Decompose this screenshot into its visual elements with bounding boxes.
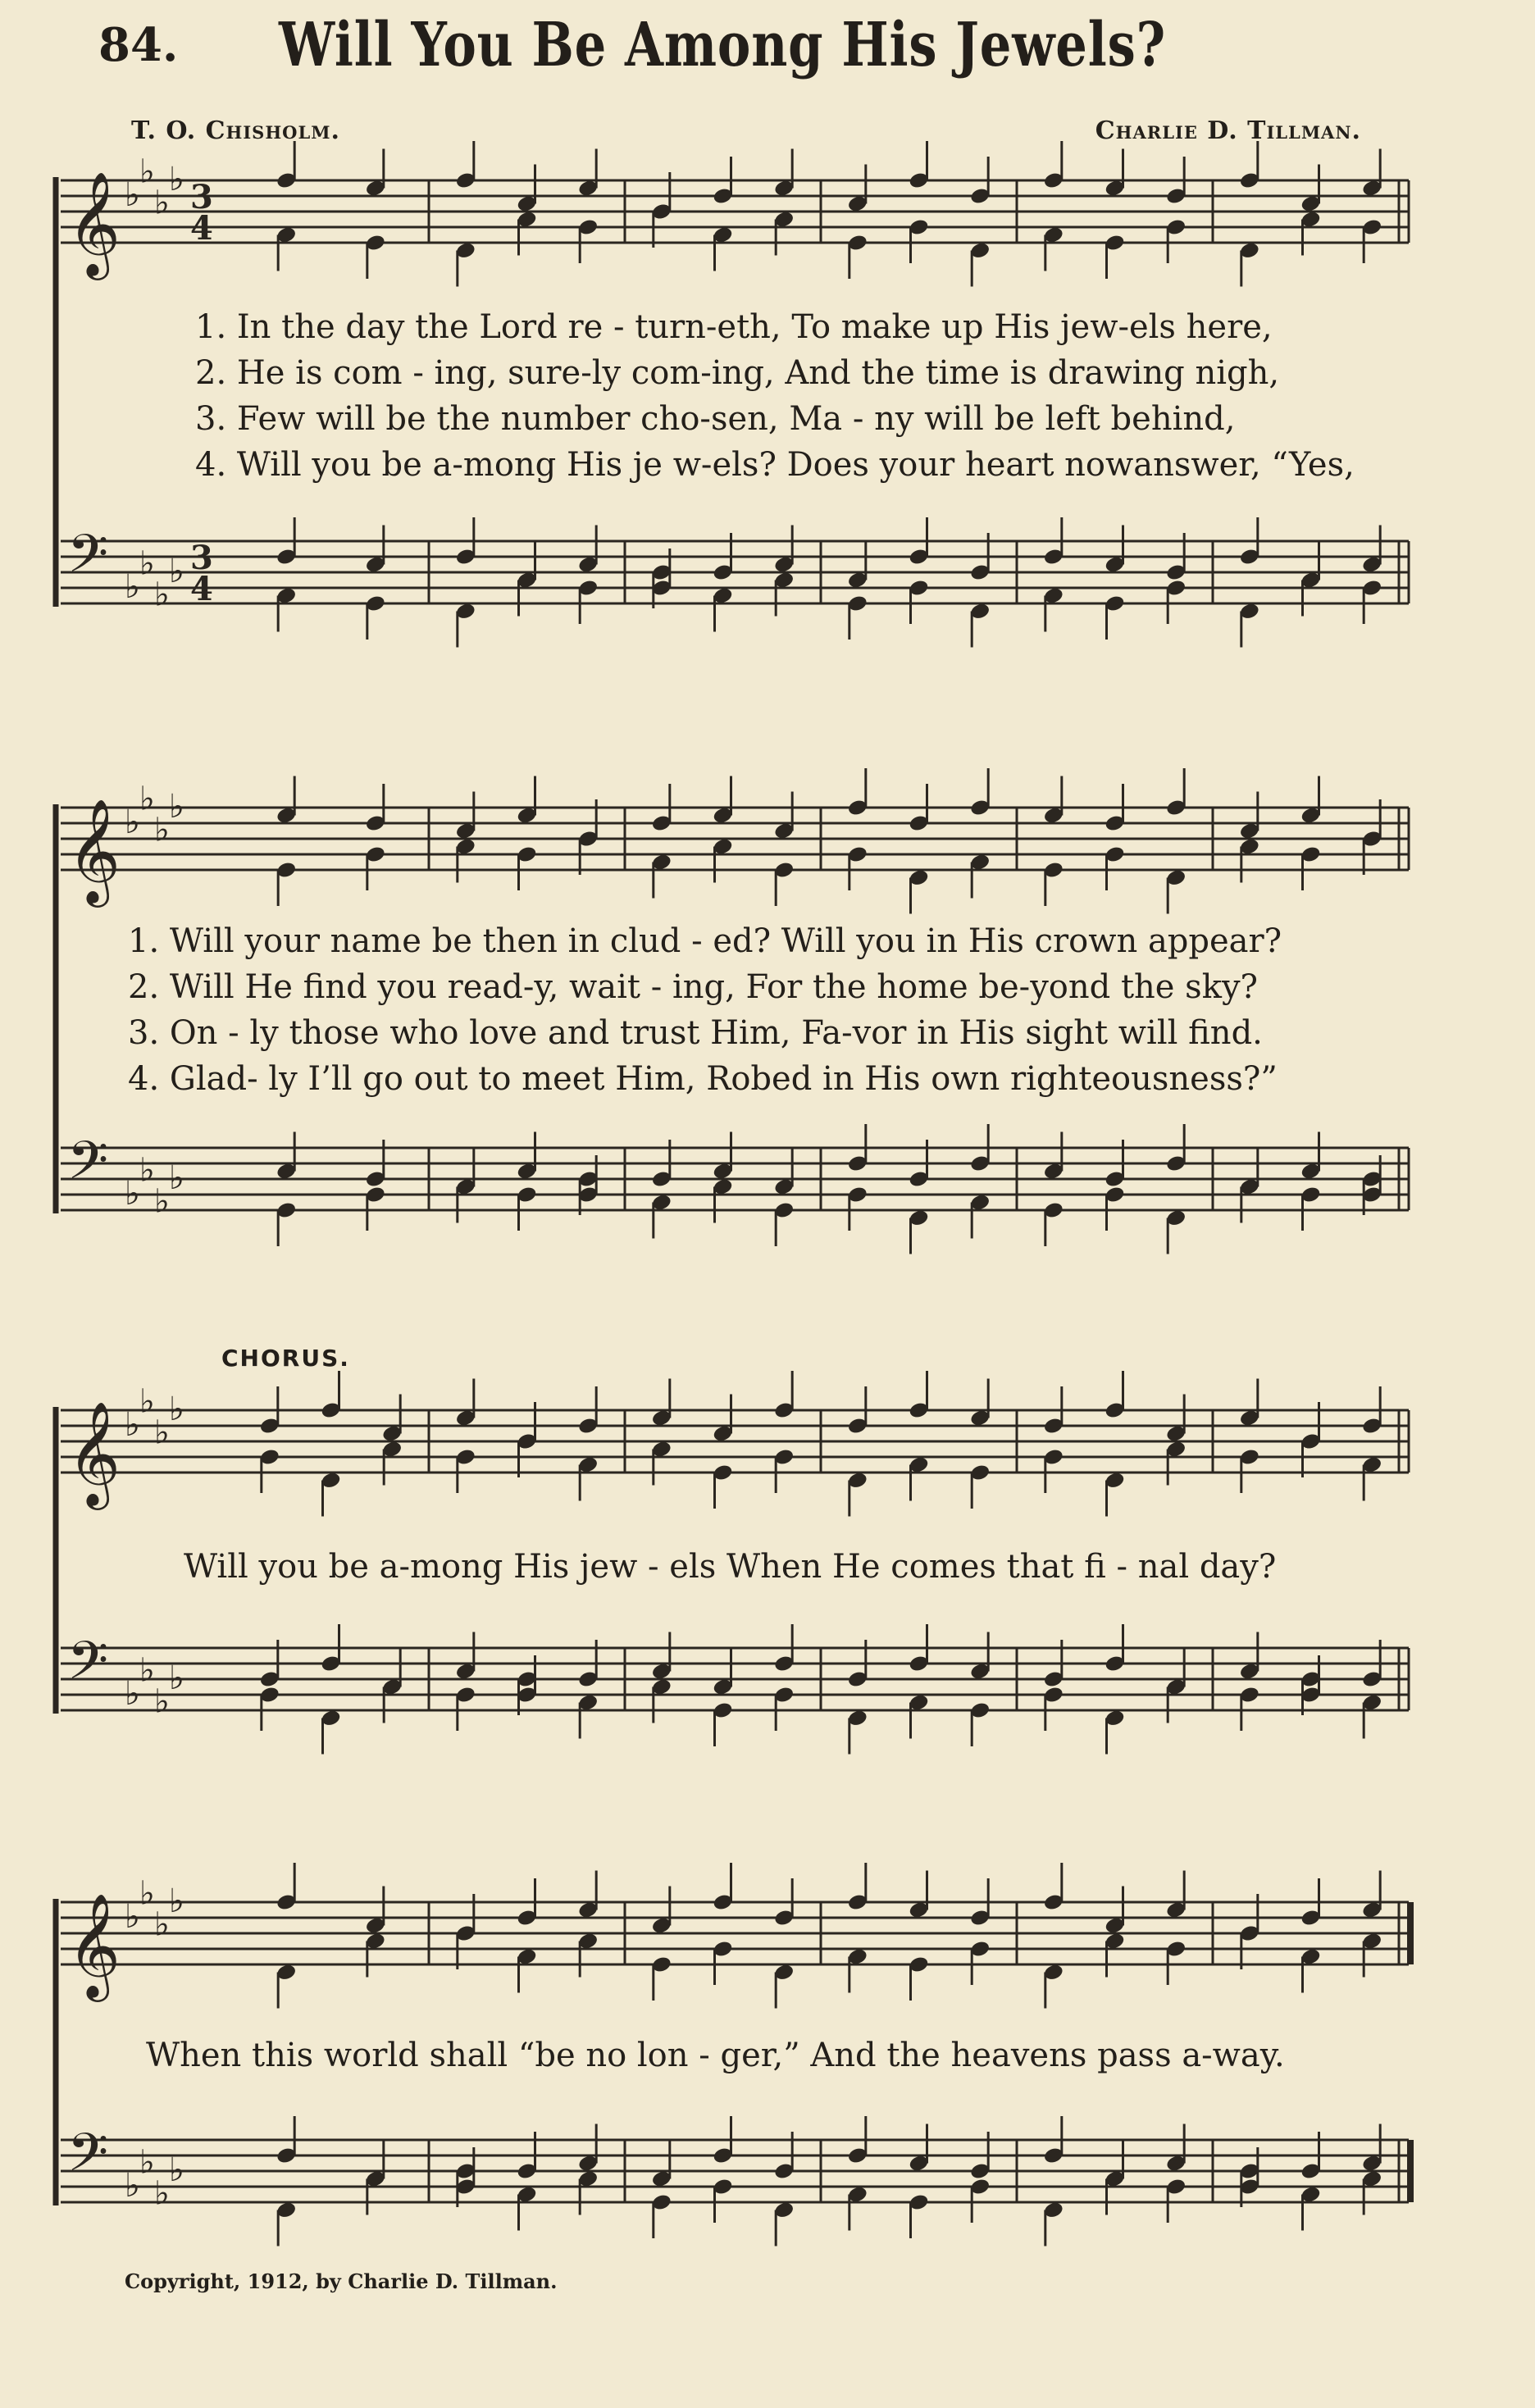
verse-line: 2. Will He find you read-y, wait - ing, For the home be-yond the sky?	[128, 968, 1258, 1006]
verse-line: 1. In the day the Lord re - turn-eth, To make up His jew-els here,	[195, 308, 1273, 346]
flat-icon: ♭	[169, 1659, 184, 1697]
verse-line: Will you be a-mong His jew - els When He comes that fi - nal day?	[184, 1548, 1277, 1586]
lyricist-credit: T. O. Chisholm.	[131, 116, 340, 145]
music-system-3	[52, 1377, 1417, 1738]
flat-icon: ♭	[125, 1898, 140, 1936]
composer-credit: Charlie D. Tillman.	[1095, 116, 1361, 145]
flat-icon: ♭	[139, 1651, 155, 1690]
hymn-number: 84.	[98, 18, 179, 72]
time-signature-digit: 4	[190, 570, 213, 608]
time-signature-digit: 3	[190, 539, 213, 577]
flat-icon: ♭	[154, 576, 170, 614]
flat-icon: ♭	[154, 1905, 170, 1944]
flat-icon: ♭	[125, 803, 140, 841]
verse-line: 4. Glad- ly I’ll go out to meet Him, Robed in His own righteousness?”	[128, 1060, 1278, 1098]
flat-icon: ♭	[154, 811, 170, 849]
flat-icon: ♭	[154, 1413, 170, 1452]
flat-icon: ♭	[125, 568, 140, 606]
copyright-notice: Copyright, 1912, by Charlie D. Tillman.	[125, 2269, 558, 2293]
bass-clef-icon: 𝄢	[67, 524, 109, 598]
flat-icon: ♭	[125, 176, 140, 214]
bass-clef-icon: 𝄢	[67, 1131, 109, 1204]
flat-icon: ♭	[154, 1182, 170, 1221]
treble-clef-icon: 𝄞	[67, 1892, 121, 1997]
flat-icon: ♭	[169, 161, 184, 198]
music-system-2	[52, 767, 1417, 1242]
bass-clef-icon: 𝄢	[67, 1631, 109, 1705]
flat-icon: ♭	[125, 2167, 140, 2205]
flat-icon: ♭	[154, 1682, 170, 1721]
flat-icon: ♭	[139, 1151, 155, 1190]
treble-clef-icon: 𝄞	[67, 1400, 121, 1505]
flat-icon: ♭	[139, 1382, 155, 1421]
music-system-1	[52, 152, 1417, 640]
flat-icon: ♭	[125, 1175, 140, 1213]
flat-icon: ♭	[139, 780, 155, 818]
flat-icon: ♭	[139, 152, 155, 191]
flat-icon: ♭	[169, 1391, 184, 1428]
verse-line: When this world shall “be no lon - ger,” And the heavens pass a-way.	[146, 2037, 1285, 2074]
time-signature-digit: 3	[190, 178, 213, 216]
flat-icon: ♭	[154, 184, 170, 222]
verse-line: 3. On - ly those who love and trust Him, Fa-vor in His sight will find.	[128, 1014, 1263, 1052]
treble-clef-icon: 𝄞	[67, 171, 121, 275]
verse-line: 2. He is com - ing, sure-ly com-ing, And the time is drawing nigh,	[195, 354, 1280, 392]
music-system-4	[52, 1861, 1417, 2238]
flat-icon: ♭	[169, 1882, 184, 1920]
verse-line: 4. Will you be a-mong His je w-els? Does your heart nowanswer, “Yes,	[195, 446, 1355, 484]
flat-icon: ♭	[125, 1675, 140, 1713]
bass-clef-icon: 𝄢	[67, 2123, 109, 2196]
verse-line: 1. Will your name be then in clud - ed? Will you in His crown appear?	[128, 922, 1282, 960]
flat-icon: ♭	[139, 1874, 155, 1913]
verse-line: 3. Few will be the number cho-sen, Ma - ny will be left behind,	[195, 400, 1236, 438]
flat-icon: ♭	[125, 1406, 140, 1444]
flat-icon: ♭	[169, 2151, 184, 2189]
chorus-label: CHORUS.	[221, 1345, 350, 1372]
flat-icon: ♭	[169, 1159, 184, 1197]
hymn-title: Will You Be Among His Jewels?	[279, 10, 1166, 80]
flat-icon: ♭	[169, 553, 184, 590]
treble-clef-icon: 𝄞	[67, 798, 121, 903]
flat-icon: ♭	[169, 788, 184, 826]
flat-icon: ♭	[139, 544, 155, 583]
flat-icon: ♭	[154, 2174, 170, 2213]
flat-icon: ♭	[139, 2143, 155, 2182]
time-signature-digit: 4	[190, 209, 213, 248]
